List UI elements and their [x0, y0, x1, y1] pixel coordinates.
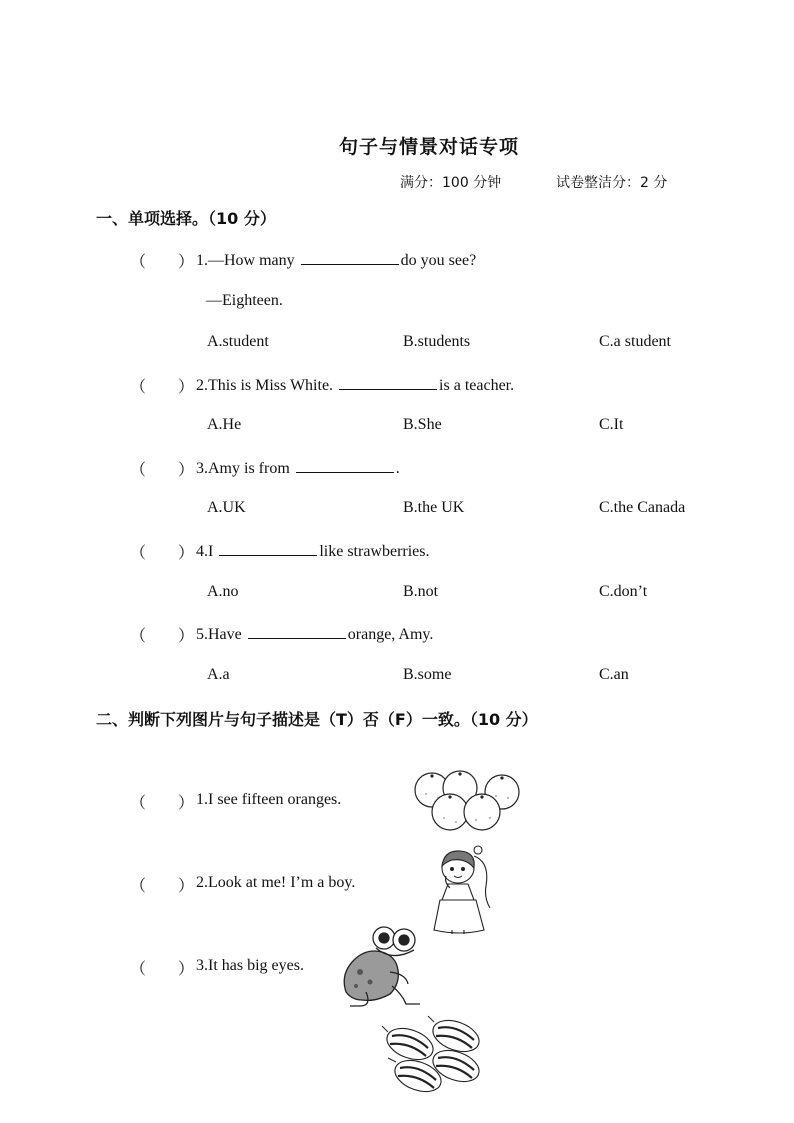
option-b[interactable]: B.not — [403, 583, 439, 600]
full-score: 满分：100 分钟 — [400, 175, 502, 191]
answer-paren[interactable]: （ ） — [130, 545, 195, 562]
oranges-icon — [412, 768, 524, 834]
option-c[interactable]: C.don’t — [599, 583, 648, 600]
option-c[interactable]: C.the Canada — [599, 499, 686, 516]
option-a[interactable]: A.a — [207, 666, 230, 683]
girl-icon — [430, 842, 498, 936]
fill-blank[interactable] — [339, 375, 437, 390]
answer-paren[interactable]: （ ） — [130, 462, 195, 479]
question-5: 5.Have orange, Amy. — [196, 626, 434, 643]
judge-item-1: 1.I see fifteen oranges. — [196, 791, 342, 808]
option-c[interactable]: C.a student — [599, 333, 671, 350]
option-a[interactable]: A.no — [207, 583, 239, 600]
answer-paren[interactable]: （ ） — [130, 961, 195, 978]
answer-paren[interactable]: （ ） — [130, 254, 195, 271]
fill-blank[interactable] — [301, 250, 399, 265]
option-b[interactable]: B.the UK — [403, 499, 465, 516]
fill-blank[interactable] — [248, 624, 346, 639]
answer-paren[interactable]: （ ） — [130, 628, 195, 645]
question-1-answer-line: —Eighteen. — [206, 292, 283, 309]
watermelons-icon — [378, 1014, 486, 1096]
section-1-heading: 一、单项选择。（10 分） — [96, 209, 276, 228]
section-2-heading: 二、判断下列图片与句子描述是（T）否（F）一致。（10 分） — [96, 710, 538, 729]
question-4: 4.I like strawberries. — [196, 543, 430, 560]
option-a[interactable]: A.UK — [207, 499, 246, 516]
judge-item-2: 2.Look at me! I’m a boy. — [196, 874, 356, 891]
answer-paren[interactable]: （ ） — [130, 379, 195, 396]
option-b[interactable]: B.some — [403, 666, 452, 683]
option-c[interactable]: C.It — [599, 416, 624, 433]
neat-score: 试卷整洁分：2 分 — [556, 175, 668, 191]
option-b[interactable]: B.students — [403, 333, 471, 350]
question-2: 2.This is Miss White. is a teacher. — [196, 377, 515, 394]
fill-blank[interactable] — [296, 458, 394, 473]
fill-blank[interactable] — [219, 541, 317, 556]
option-a[interactable]: A.He — [207, 416, 242, 433]
option-b[interactable]: B.She — [403, 416, 442, 433]
question-1: 1.—How many do you see? — [196, 252, 477, 269]
judge-item-3: 3.It has big eyes. — [196, 957, 304, 974]
page-title: 句子与情景对话专项 — [338, 136, 519, 158]
option-c[interactable]: C.an — [599, 666, 629, 683]
question-3: 3.Amy is from . — [196, 460, 400, 477]
option-a[interactable]: A.student — [207, 333, 269, 350]
frog-icon — [336, 922, 426, 1010]
answer-paren[interactable]: （ ） — [130, 795, 195, 812]
answer-paren[interactable]: （ ） — [130, 878, 195, 895]
